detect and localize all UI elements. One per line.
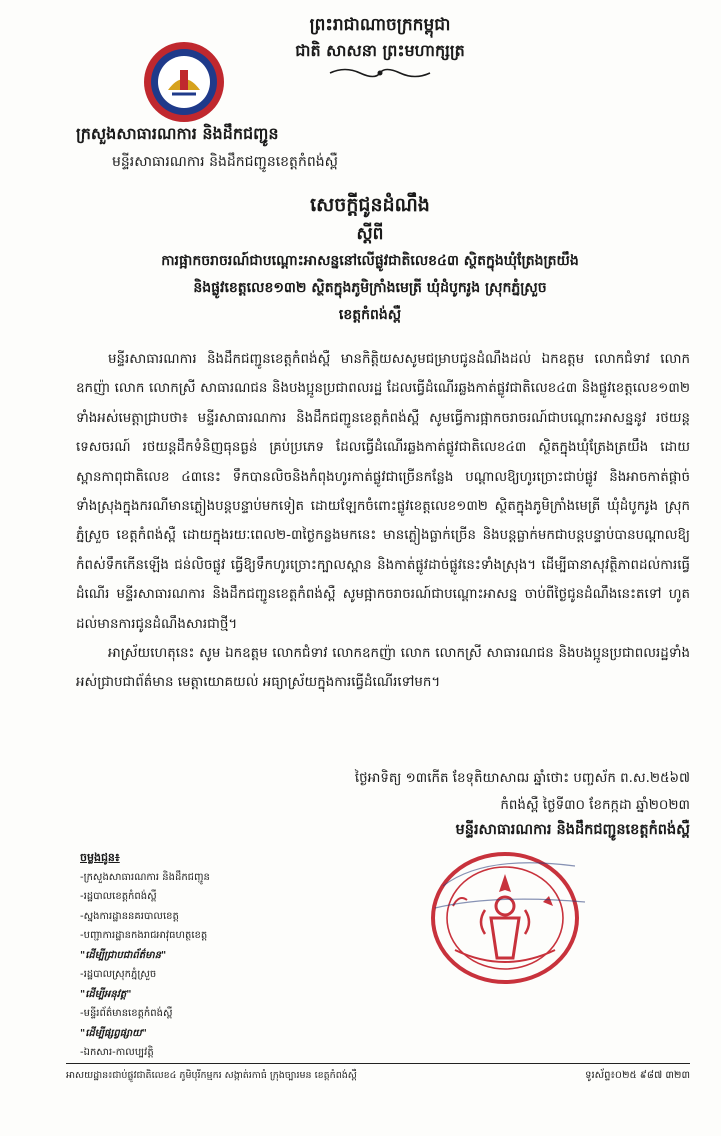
copy-to-heading: ចម្លងជូន៖: [80, 851, 120, 864]
recipient-item: -ស្នងការដ្ឋាននគរបាលខេត្ត: [80, 910, 179, 922]
solar-date: កំពង់ស្ពឺ ថ្ងៃទី៣០ ខែកក្កដា ឆ្នាំ២០២៣: [500, 798, 690, 813]
body-paragraph-1: មន្ទីរសាធារណការ និងដឹកជញ្ជូនខេត្តកំពង់ស្ពឺ មានកិត្តិយសសូមជម្រាបជូនដំណឹងដល់ ឯកឧត្តម លោកជំទាវ លោកឧកញ៉ា លោក លោកស្រី សាធារណជន និងបងប្អូនប្រជាពលរដ្ឋ ដែលធ្វើដំណើរឆ្លងកាត់ផ្លូវជាតិលេខ៤៣ និងផ្លូវខេត្តលេខ១៣២ ទាំងអស់មេត្តាជ្រាបថា៖ មន្ទីរសាធារណការ និងដឹកជញ្ជូនខេត្តកំពង់ស្ពឺ សូមធ្វើការផ្អាកចរាចរណ៍ជាបណ្ដោះអាសន្ននូវ រថយន្តទេសចរណ៍ រថយន្តដឹកទំនិញធុនធ្ងន់ គ្រប់ប្រភេទ ដែលធ្វើដំណើរឆ្លងកាត់ផ្លូវជាតិលេខ៤៣ ស្ថិតក្នុងឃុំត្រែងត្រយឹង ដោយស្ពានកាពុជាតិលេខ ៤៣នេះ ទឹកបានលិចនិងកំពុងហូរកាត់ផ្លូវជាច្រើនកន្លែង បណ្ដាលឱ្យហូរច្រោះជាប់ផ្លូវ និងអាចកាត់ផ្ដាច់ទាំងស្រុងក្នុងករណីមានភ្លៀងបន្តបន្ទាប់មកទៀត ដោយឡែកចំពោះផ្លូវខេត្តលេខ១៣២ ស្ថិតក្នុងភូមិក្រាំងមេត្រី ឃុំដំបូករូង ស្រុកភ្នំស្រួច ខេត្តកំពង់ស្ពឺ ដោយក្នុងរយៈពេល២-៣ថ្ងៃកន្លងមកនេះ មានភ្លៀងធ្លាក់ច្រើន និងបន្តធ្លាក់មកជាបន្តបន្ទាប់បានបណ្ដាលឱ្យកំពស់ទឹកកើនឡើង ជន់លិចផ្លូវ ធ្វើឱ្យទឹកហូរច្រោះក្បាលស្ពាន និងកាត់ផ្លូវដាច់ផ្លូវនេះទាំងស្រុង។ ដើម្បីធានាសុវត្ថិភាពដល់ការធ្វើដំណើរ មន្ទីរសាធារណការ និងដឹកជញ្ជូនខេត្តកំពង់ស្ពឺ សូមផ្អាកចរាចរណ៍ជាបណ្ដោះអាសន្ន ចាប់ពីថ្ងៃជូនដំណឹងនេះតទៅ ហូតដល់មានការជូនដំណឹងសារជាថ្មី។: [76, 352, 690, 632]
notice-subject-line-1: ការផ្អាកចរាចរណ៍ជាបណ្ដោះអាសន្ននៅលើផ្លូវជាតិលេខ៤៣ ស្ថិតក្នុងឃុំត្រែងត្រយឹង: [161, 253, 579, 269]
ornament-divider-icon: [325, 66, 435, 80]
kingdom-header: [230, 12, 530, 80]
notice-subject-label: ស្ដីពី: [356, 224, 384, 244]
notice-title: សេចក្ដីជូនដំណឹង: [310, 194, 430, 216]
recipient-purpose: "ដើម្បីជ្រាបជាព័ត៌មាន": [80, 949, 167, 961]
recipient-item: -បញ្ជាការដ្ឋានកងរាជអាវុធហត្ថខេត្ត: [80, 930, 208, 941]
signatory-title: មន្ទីរសាធារណការ និងដឹកជញ្ជូនខេត្តកំពង់ស្ពឺ: [455, 821, 690, 838]
national-motto: ជាតិ សាសនា ព្រះមហាក្សត្រ: [295, 41, 465, 60]
notice-body: [76, 345, 690, 698]
recipient-item: -ក្រសួងសាធារណការ និងដឹកជញ្ជូន: [80, 871, 210, 883]
recipient-purpose: "ដើម្បីអនុវត្ត": [80, 988, 132, 1000]
recipient-item: -ឯកសារ-កាលប្បវត្តិ: [80, 1047, 154, 1058]
notice-title-block: [60, 190, 680, 329]
footer-phone: ទូរស័ព្ទ៖០២៥ ៩៨៧ ៣២៣: [585, 1070, 690, 1081]
recipient-item: -រដ្ឋបាលស្រុកភ្នំស្រួច: [80, 969, 157, 980]
body-paragraph-2: អាស្រ័យហេតុនេះ សូម ឯកឧត្តម លោកជំទាវ លោកឧកញ៉ា លោក លោកស្រី សាធារណជន និងបងប្អូនប្រជាពលរដ្ឋទាំងអស់ជ្រាបជាព័ត៌មាន មេត្តាយោគយល់ អធ្យាស្រ័យក្នុងការធ្វើដំណើរទៅមក។: [76, 646, 690, 691]
kingdom-name: ព្រះរាជាណាចក្រកម្ពុជា: [309, 15, 451, 35]
lunar-date: ថ្ងៃអាទិត្យ ១៣កើត ខែទុតិយាសាឍ ឆ្នាំថោះ បញ្ចស័ក ព.ស.២៥៦៧: [354, 771, 690, 786]
department-name: មន្ទីរសាធារណការ និងដឹកជញ្ជូនខេត្តកំពង់ស្ពឺ: [112, 154, 338, 170]
recipient-purpose: "ដើម្បីផ្សព្វផ្សាយ": [80, 1027, 147, 1039]
ministry-emblem-icon: [142, 40, 226, 124]
footer-divider: [66, 1063, 690, 1064]
ministry-name: ក្រសួងសាធារណការ និងដឹកជញ្ជូន: [76, 124, 279, 143]
dateline: [300, 765, 690, 819]
copy-to-list: [80, 848, 310, 1063]
footer-address: អាសយដ្ឋាន៖ជាប់ផ្លូវជាតិលេខ៤ ភូមិបុរីកម្មករ សង្កាត់រកាធំ ក្រុងច្បារមន ខេត្តកំពង់ស្ពឺ: [66, 1070, 357, 1081]
official-seal-stamp-icon: [425, 846, 593, 988]
notice-subject-line-2: និងផ្លូវខេត្តលេខ១៣២ ស្ថិតក្នុងភូមិក្រាំងមេត្រី ឃុំដំបូករូង ស្រុកភ្នំស្រួច: [193, 280, 547, 296]
recipient-item: -រដ្ឋបាលខេត្តកំពង់ស្ពឺ: [80, 891, 157, 902]
notice-subject-line-3: ខេត្តកំពង់ស្ពឺ: [338, 307, 402, 323]
recipient-item: -មន្ទីរព័ត៌មានខេត្តកំពង់ស្ពឺ: [80, 1008, 173, 1019]
